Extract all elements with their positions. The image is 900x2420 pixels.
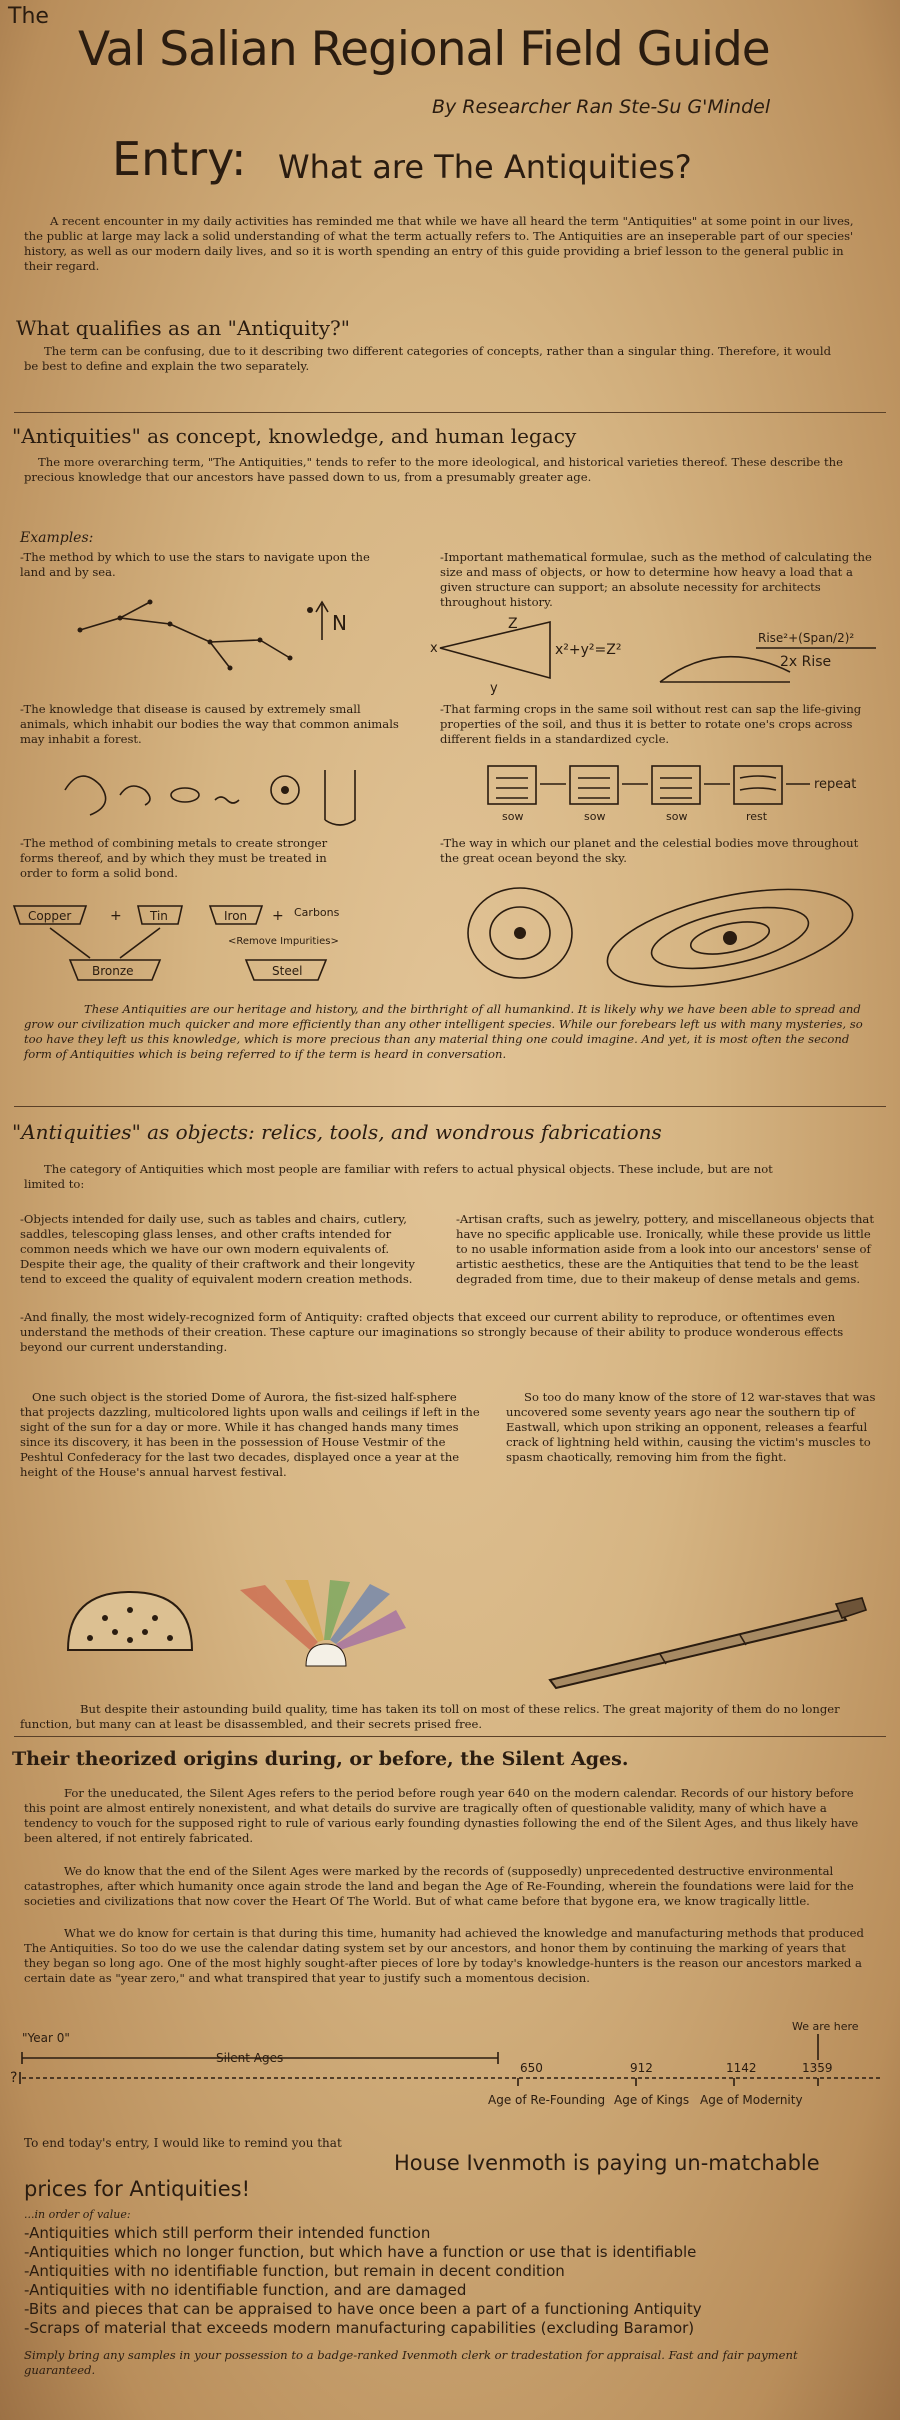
example-metals: -The method of combining metals to create stronger forms thereof, and by which they must be treated in order to form a solid bond. <box>20 836 328 880</box>
svg-text:Age of Modernity: Age of Modernity <box>700 2093 803 2107</box>
svg-text:y: y <box>490 681 498 696</box>
list-item: -Scraps of material that exceeds modern manufacturing capabilities (excluding Baramor) <box>24 2319 695 2337</box>
origins-p1: For the uneducated, the Silent Ages refers to the period before rough year 640 on the modern calendar. Records of our history before this point are almost entirely nonexistent, and what details do survive are tragically often of questionable validity, many of which have a tendency to vouch for the supposed right to rule of various early founding dynasties following the end of the Silent Ages, and thus likely have been altered, if not entirely fabricated. <box>24 1786 859 1845</box>
dome-paragraph: One such object is the storied Dome of Aurora, the fist-sized half-sphere that projects dazzling, multicolored lights upon walls and ceilings if left in the sight of the sun for a day or more. While it has changed hands many times since its discovery, it has been in the possession of House Vestmir of the Peshtul Confederacy for the last two decades, displayed once a year at the height of the House's annual harvest festival. <box>20 1390 480 1479</box>
svg-text:Carbons: Carbons <box>294 906 340 919</box>
orbit-illustration <box>460 878 860 988</box>
example-farming: -That farming crops in the same soil without rest can sap the life-giving properties of the soil, and thus it is better to rotate one's crops across different fields in a standardized cycle. <box>440 702 862 746</box>
list-item: -Antiquities with no identifiable function, and are damaged <box>24 2281 467 2299</box>
svg-text:Steel: Steel <box>272 964 303 978</box>
objects-artisan: -Artisan crafts, such as jewelry, pottery, and miscellaneous objects that have no specific applicable use. Ironically, while these provide us little to no usable information aside from a look into our ancestors' sense of artistic aesthetics, these are the Antiquities that tend to be the least degraded from time, due to their makeup of dense metals and gems. <box>456 1212 874 1286</box>
closing-lead: To end today's entry, I would like to remind you that <box>24 2136 342 2150</box>
list-item: -Antiquities which no longer function, but which have a function or use that is identifiable <box>24 2243 697 2261</box>
timeline <box>0 2020 900 2130</box>
svg-text:+: + <box>272 908 284 924</box>
svg-text:Copper: Copper <box>28 909 72 923</box>
microbe-illustration <box>60 760 390 830</box>
origins-p2: We do know that the end of the Silent Ages were marked by the records of (supposedly) unprecedented destructive environmental catastrophes, after which humanity once again strode the land and began the Age of Re-Founding, wherein the foundations were laid for the societies and civilizations that now cover the Heart Of The World. But of what came before that bygone era, we know tragically little. <box>24 1864 854 1908</box>
svg-text:sow: sow <box>666 810 688 823</box>
divider <box>14 1736 886 1737</box>
example-planets: -The way in which our planet and the celestial bodies move throughout the great ocean beyond the sky. <box>440 836 859 865</box>
objects-heading: "Antiquities" as objects: relics, tools, and wondrous fabrications <box>12 1120 662 1144</box>
svg-text:Bronze: Bronze <box>92 964 134 978</box>
concept-heading: "Antiquities" as concept, knowledge, and human legacy <box>12 424 577 448</box>
svg-text:1359: 1359 <box>802 2061 833 2075</box>
example-math: -Important mathematical formulae, such as the method of calculating the size and mass of objects, or how to determine how heavy a load that a given structure can support; an absolute necessity for architects throughout history. <box>440 550 872 609</box>
svg-text:+: + <box>110 908 122 924</box>
north-label: N <box>332 611 347 635</box>
svg-text:We are here: We are here <box>792 2020 859 2033</box>
svg-text:2x Rise: 2x Rise <box>780 654 832 670</box>
svg-text:x: x <box>430 641 438 656</box>
svg-text:Z: Z <box>508 616 518 632</box>
geometry-illustration <box>430 612 890 702</box>
divider <box>14 412 886 413</box>
header-the: The <box>8 4 49 29</box>
svg-text:650: 650 <box>520 2061 543 2075</box>
svg-text:Iron: Iron <box>224 909 248 923</box>
objects-everyday: -Objects intended for daily use, such as tables and chairs, cutlery, saddles, telescoping glass lenses, and other crafts intended for common needs which we have our own modern equivalents of. Despite their age, the quality of their craftwork and their longevity tend to exceed the quality of equivalent modern creation methods. <box>20 1212 415 1286</box>
svg-text:rest: rest <box>746 810 768 823</box>
list-item: -Antiquities which still perform their intended function <box>24 2224 431 2242</box>
entry-title: What are The Antiquities? <box>278 148 692 186</box>
svg-text:sow: sow <box>584 810 606 823</box>
objects-finally: -And finally, the most widely-recognized form of Antiquity: crafted objects that exceed our current ability to reproduce, or oftentimes even understand the methods of their creation. These capture our imaginations so strongly because of their ability to produce wonderous effects beyond our current understanding. <box>20 1310 844 1354</box>
dome-of-aurora-illustration <box>60 1580 420 1690</box>
svg-text:912: 912 <box>630 2061 653 2075</box>
alloy-illustration <box>10 898 420 994</box>
qualifies-body: The term can be confusing, due to it describing two different categories of concepts, rather than a singular thing. Therefore, it would be best to define and explain the two separately. <box>24 344 832 373</box>
entry-prefix: Entry: <box>112 132 247 186</box>
svg-text:Age of Kings: Age of Kings <box>614 2093 690 2107</box>
svg-text:1142: 1142 <box>726 2061 757 2075</box>
svg-text:x²+y²=Z²: x²+y²=Z² <box>555 642 622 658</box>
despite-paragraph: But despite their astounding build quality, time has taken its toll on most of these relics. The great majority of them do no longer function, but many can at least be disassembled, and their secrets prised free. <box>20 1702 840 1731</box>
page-title: Val Salian Regional Field Guide <box>78 22 770 77</box>
list-item: -Bits and pieces that can be appraised to have once been a part of a functioning Antiquity <box>24 2300 702 2318</box>
divider <box>14 1106 886 1107</box>
examples-label: Examples: <box>20 530 94 546</box>
svg-text:Silent Ages: Silent Ages <box>216 2051 284 2065</box>
svg-text:Age of Re-Founding: Age of Re-Founding <box>488 2093 606 2107</box>
war-staff-illustration <box>540 1590 880 1690</box>
closing-order: ...in order of value: <box>24 2208 131 2221</box>
concept-body: The more overarching term, "The Antiquities," tends to refer to the more ideological, and historical varieties thereof. These describe the precious knowledge that our ancestors have passed down to us, from a presumably greater age. <box>24 455 843 484</box>
origins-heading: Their theorized origins during, or before, the Silent Ages. <box>12 1748 629 1770</box>
svg-text:Tin: Tin <box>150 909 168 923</box>
concept-closing: These Antiquities are our heritage and history, and the birthright of all humankind. It is likely why we have been able to spread and grow our civilization much quicker and more efficiently than any other intelligent species. While our forebears left us with many mysteries, so too have they left us this knowledge, which is more precious than any material thing one could imagine. And yet, it is most often the second form of Antiquities which is being referred to if the term is heard in conversation. <box>24 1002 863 1061</box>
qualifies-heading: What qualifies as an "Antiquity?" <box>16 316 350 340</box>
staves-paragraph: So too do many know of the store of 12 war-staves that was uncovered some seventy years ago near the southern tip of Eastwall, which upon striking an opponent, releases a fearful crack of lightning held within, causing the victim's muscles to spasm chaotically, removing him from the fight. <box>506 1390 876 1464</box>
closing-highlight: House Ivenmoth is paying un-matchable prices for Antiquities! <box>24 2151 820 2201</box>
svg-text:"Year 0": "Year 0" <box>22 2031 70 2045</box>
star-map-illustration <box>60 590 380 680</box>
svg-text:?: ? <box>10 2070 18 2086</box>
closing-footer: Simply bring any samples in your possession to a badge-ranked Ivenmoth clerk or tradestation for appraisal. Fast and fair payment guaranteed. <box>24 2348 798 2377</box>
origins-p3: What we do know for certain is that during this time, humanity had achieved the knowledge and manufacturing methods that produced The Antiquities. So too do we use the calendar dating system set by our ancestors, and honor them by continuing the marking of years that they began so long ago. One of the most highly sought-after pieces of lore by today's knowledge-hunters is the reason our ancestors marked a certain date as "year zero," and what transpired that year to justify such a momentous decision. <box>24 1926 864 1985</box>
svg-text:repeat: repeat <box>814 777 857 792</box>
crop-rotation-illustration <box>488 764 888 826</box>
svg-text:<Remove Impurities>: <Remove Impurities> <box>228 936 339 947</box>
objects-body: The category of Antiquities which most people are familiar with refers to actual physical objects. These include, but are not limited to: <box>24 1162 773 1191</box>
svg-text:Rise²+(Span/2)²: Rise²+(Span/2)² <box>758 631 855 645</box>
list-item: -Antiquities with no identifiable function, but remain in decent condition <box>24 2262 565 2280</box>
byline: By Researcher Ran Ste-Su G'Mindel <box>432 96 771 118</box>
example-disease: -The knowledge that disease is caused by extremely small animals, which inhabit our bodies the way that common animals may inhabit a forest. <box>20 702 399 746</box>
example-stars: -The method by which to use the stars to navigate upon the land and by sea. <box>20 550 370 579</box>
intro-paragraph: A recent encounter in my daily activities has reminded me that while we have all heard the term "Antiquities" at some point in our lives, the public at large may lack a solid understanding of what the term actually refers to. The Antiquities are an inseperable part of our species' history, as well as our modern daily lives, and so it is worth spending an entry of this guide providing a brief lesson to the general public in their regard. <box>24 214 854 273</box>
svg-text:sow: sow <box>502 810 524 823</box>
closing-list <box>24 2224 884 2338</box>
